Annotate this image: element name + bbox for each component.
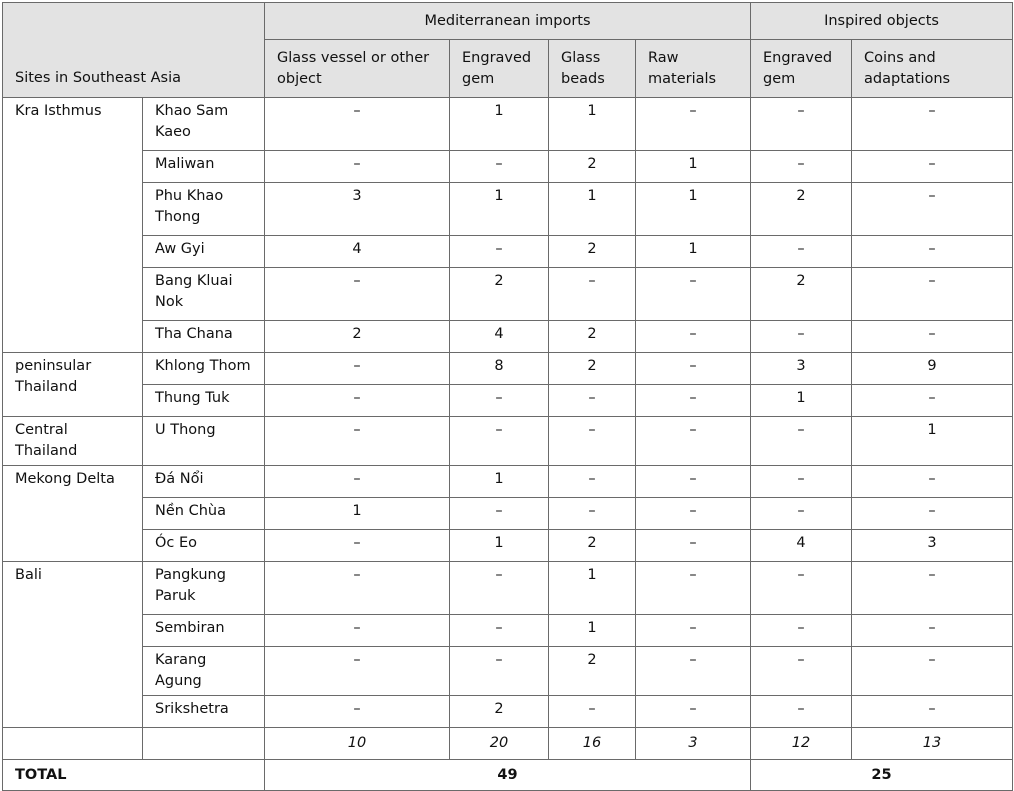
count-cell: –	[265, 530, 450, 562]
count-cell: –	[265, 98, 450, 151]
empty-cell	[143, 728, 265, 760]
count-cell: –	[636, 417, 751, 466]
table-row	[3, 268, 1013, 321]
table-row	[3, 647, 1013, 696]
count-cell: –	[450, 498, 549, 530]
table-row	[3, 562, 1013, 615]
count-cell: 2	[549, 236, 636, 268]
count-cell: –	[450, 647, 549, 696]
region-name: Central Thailand	[3, 417, 143, 466]
count-cell: –	[852, 498, 1013, 530]
count-cell: –	[852, 98, 1013, 151]
count-cell: –	[852, 151, 1013, 183]
col-header-raw-materials: Raw materials	[636, 40, 751, 98]
count-cell: –	[852, 696, 1013, 728]
site-name: Tha Chana	[143, 321, 265, 353]
col-header-glass-beads: Glass beads	[549, 40, 636, 98]
table-row	[3, 321, 1013, 353]
count-cell: 4	[751, 530, 852, 562]
site-name: Maliwan	[143, 151, 265, 183]
count-cell: –	[636, 466, 751, 498]
site-name: Sembiran	[143, 615, 265, 647]
count-cell: 2	[549, 530, 636, 562]
table-row	[3, 353, 1013, 385]
count-cell: 2	[549, 321, 636, 353]
count-cell: 4	[265, 236, 450, 268]
count-cell: –	[751, 151, 852, 183]
count-cell: 1	[852, 417, 1013, 466]
site-name: Óc Eo	[143, 530, 265, 562]
site-name: Srikshetra	[143, 696, 265, 728]
count-cell: –	[751, 498, 852, 530]
count-cell: –	[751, 417, 852, 466]
col-header-engraved-gem-import: Engraved gem	[450, 40, 549, 98]
count-cell: –	[265, 151, 450, 183]
table-row	[3, 417, 1013, 466]
count-cell: 9	[852, 353, 1013, 385]
site-name: U Thong	[143, 417, 265, 466]
artifact-distribution-table	[2, 2, 1013, 791]
column-total: 20	[450, 728, 549, 760]
region-name: Kra Isthmus	[3, 98, 143, 353]
count-cell: –	[265, 647, 450, 696]
count-cell: –	[636, 498, 751, 530]
count-cell: –	[751, 615, 852, 647]
site-name: Thung Tuk	[143, 385, 265, 417]
count-cell: –	[636, 696, 751, 728]
col-header-engraved-gem-inspired: Engraved gem	[751, 40, 852, 98]
count-cell: –	[265, 562, 450, 615]
total-imports: 49	[265, 760, 751, 791]
column-total: 10	[265, 728, 450, 760]
count-cell: –	[450, 385, 549, 417]
empty-cell	[3, 728, 143, 760]
count-cell: –	[751, 647, 852, 696]
count-cell: 1	[450, 98, 549, 151]
table-row	[3, 498, 1013, 530]
total-label: TOTAL	[3, 760, 265, 791]
count-cell: –	[549, 385, 636, 417]
count-cell: 3	[852, 530, 1013, 562]
count-cell: –	[751, 696, 852, 728]
table-row	[3, 98, 1013, 151]
count-cell: –	[265, 466, 450, 498]
column-total: 16	[549, 728, 636, 760]
table-row	[3, 151, 1013, 183]
count-cell: –	[450, 236, 549, 268]
column-total: 12	[751, 728, 852, 760]
grand-total-row	[3, 760, 1013, 791]
count-cell: –	[852, 647, 1013, 696]
count-cell: 1	[450, 466, 549, 498]
count-cell: –	[265, 385, 450, 417]
count-cell: –	[636, 268, 751, 321]
count-cell: 2	[450, 696, 549, 728]
count-cell: 1	[450, 530, 549, 562]
table-row	[3, 385, 1013, 417]
count-cell: 1	[265, 498, 450, 530]
count-cell: –	[751, 236, 852, 268]
count-cell: –	[852, 615, 1013, 647]
count-cell: –	[852, 385, 1013, 417]
site-name: Nền Chùa	[143, 498, 265, 530]
site-name: Aw Gyi	[143, 236, 265, 268]
column-total: 3	[636, 728, 751, 760]
count-cell: –	[450, 615, 549, 647]
count-cell: –	[636, 385, 751, 417]
site-name: Karang Agung	[143, 647, 265, 696]
count-cell: –	[549, 417, 636, 466]
region-name: Mekong Delta	[3, 466, 143, 562]
count-cell: 1	[636, 151, 751, 183]
count-cell: –	[636, 321, 751, 353]
table-row	[3, 183, 1013, 236]
total-inspired: 25	[751, 760, 1013, 791]
count-cell: 1	[549, 98, 636, 151]
count-cell: –	[751, 98, 852, 151]
region-name: Bali	[3, 562, 143, 728]
count-cell: 4	[450, 321, 549, 353]
count-cell: 1	[549, 183, 636, 236]
table-row	[3, 615, 1013, 647]
mediterranean-imports-header: Mediterranean imports	[265, 3, 751, 40]
count-cell: –	[265, 417, 450, 466]
count-cell: –	[751, 321, 852, 353]
count-cell: –	[751, 562, 852, 615]
count-cell: 2	[450, 268, 549, 321]
count-cell: 1	[636, 183, 751, 236]
count-cell: 1	[636, 236, 751, 268]
count-cell: 1	[549, 562, 636, 615]
col-header-coins: Coins and adaptations	[852, 40, 1013, 98]
count-cell: –	[450, 417, 549, 466]
count-cell: –	[636, 615, 751, 647]
count-cell: 2	[549, 647, 636, 696]
count-cell: –	[265, 696, 450, 728]
count-cell: –	[852, 236, 1013, 268]
count-cell: –	[549, 268, 636, 321]
count-cell: 1	[450, 183, 549, 236]
count-cell: –	[265, 268, 450, 321]
count-cell: –	[636, 353, 751, 385]
count-cell: –	[636, 530, 751, 562]
count-cell: –	[852, 268, 1013, 321]
site-name: Bang Kluai Nok	[143, 268, 265, 321]
inspired-objects-header: Inspired objects	[751, 3, 1013, 40]
table-row	[3, 696, 1013, 728]
site-name: Phu Khao Thong	[143, 183, 265, 236]
region-name: peninsular Thailand	[3, 353, 143, 417]
count-cell: 2	[751, 268, 852, 321]
site-name: Pangkung Paruk	[143, 562, 265, 615]
table-row	[3, 236, 1013, 268]
count-cell: 3	[751, 353, 852, 385]
count-cell: –	[450, 562, 549, 615]
site-name: Khlong Thom	[143, 353, 265, 385]
count-cell: –	[265, 615, 450, 647]
count-cell: 2	[549, 151, 636, 183]
count-cell: 2	[265, 321, 450, 353]
table-row	[3, 466, 1013, 498]
count-cell: –	[636, 562, 751, 615]
count-cell: –	[265, 353, 450, 385]
count-cell: 3	[265, 183, 450, 236]
count-cell: 8	[450, 353, 549, 385]
count-cell: –	[549, 466, 636, 498]
count-cell: 1	[751, 385, 852, 417]
table-body	[3, 98, 1013, 791]
sites-header: Sites in Southeast Asia	[3, 3, 265, 98]
header-group-row	[3, 3, 1013, 40]
column-total: 13	[852, 728, 1013, 760]
count-cell: –	[852, 466, 1013, 498]
count-cell: 1	[549, 615, 636, 647]
count-cell: –	[450, 151, 549, 183]
count-cell: –	[636, 98, 751, 151]
count-cell: –	[852, 562, 1013, 615]
count-cell: –	[852, 321, 1013, 353]
count-cell: –	[636, 647, 751, 696]
site-name: Đá Nổi	[143, 466, 265, 498]
column-totals-row	[3, 728, 1013, 760]
count-cell: –	[852, 183, 1013, 236]
count-cell: 2	[549, 353, 636, 385]
count-cell: –	[549, 696, 636, 728]
count-cell: 2	[751, 183, 852, 236]
col-header-glass-vessel: Glass vessel or other object	[265, 40, 450, 98]
site-name: Khao Sam Kaeo	[143, 98, 265, 151]
count-cell: –	[549, 498, 636, 530]
table-row	[3, 530, 1013, 562]
count-cell: –	[751, 466, 852, 498]
